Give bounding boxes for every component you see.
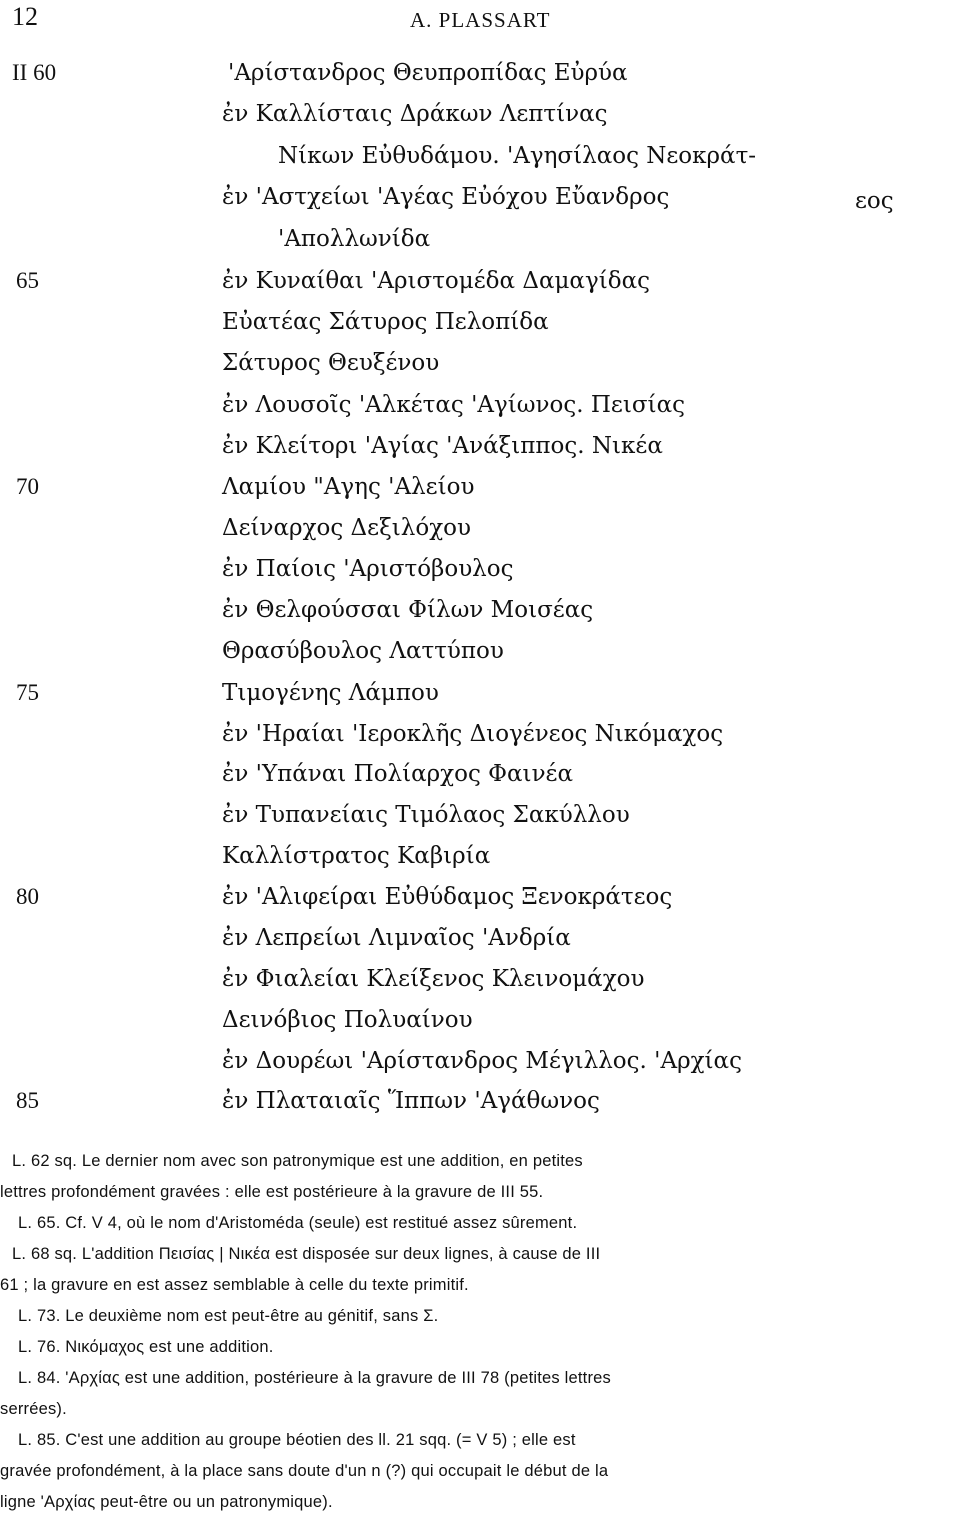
text-line: Καλλίστρατος Καβιρία <box>222 843 491 869</box>
text-line: ἐν Δουρέωι 'Αρίστανδρος Μέγιλλος. 'Αρχίας <box>222 1048 742 1074</box>
line-number: 75 <box>16 680 39 705</box>
text-line: Λαμίου "Αγης 'Αλείου <box>222 474 475 500</box>
footnote-line: L. 65. Cf. V 4, où le nom d'Aristoméda (seule) est restitué assez sûrement. <box>18 1214 578 1232</box>
line-number: 70 <box>16 474 39 499</box>
footnote-line: serrées). <box>0 1400 67 1418</box>
footnote-line: L. 62 sq. Le dernier nom avec son patronymique est une addition, en petites <box>12 1152 583 1170</box>
text-line: Νίκων Εὐθυδάμου. 'Αγησίλαος Νεοκράτ- <box>278 143 757 169</box>
text-line: Θρασύβουλος Λαττύπου <box>222 638 504 664</box>
text-line: ἐν Φιαλείαι Κλείξενος Κλεινομάχου <box>222 966 645 992</box>
text-line: ἐν Λουσοῖς 'Αλκέτας 'Αγίωνος. Πεισίας <box>222 392 685 418</box>
page-number: 12 <box>12 2 38 31</box>
text-line: ἐν 'Αλιφείραι Εὐθύδαμος Ξενοκράτεος <box>222 884 673 910</box>
line-number: 85 <box>16 1088 39 1113</box>
footnote-line: L. 68 sq. L'addition Πεισίας | Νικέα est disposée sur deux lignes, à cause de III <box>12 1245 601 1263</box>
text-line: ἐν Κυναίθαι 'Αριστομέδα Δαμαγίδας <box>222 268 650 294</box>
column-reference: II 60 <box>12 60 57 85</box>
running-header-author: A. PLASSART <box>410 8 551 32</box>
text-line: ἐν Καλλίσταις Δράκων Λεπτίνας <box>222 101 608 127</box>
text-line: Τιμογένης Λάμπου <box>222 680 439 706</box>
footnote-line: gravée profondément, à la place sans doute d'un n (?) qui occupait le début de la <box>0 1462 609 1480</box>
text-line: Εὐατέας Σάτυρος Πελοπίδα <box>222 309 549 335</box>
text-line: ἐν Θελφούσσαι Φίλων Μοισέας <box>222 597 594 623</box>
text-line: Δεινόβιος Πολυαίνου <box>222 1007 473 1033</box>
text-line: ἐν Παίοις 'Αριστόβουλος <box>222 556 514 582</box>
text-line-suffix: εος <box>855 188 894 214</box>
text-line: ἐν Κλείτορι 'Αγίας 'Ανάξιππος. Νικέα <box>222 433 663 459</box>
text-line: ἐν 'Αστχείωι 'Αγέας Εὐόχου Εὔανδρος <box>222 184 670 210</box>
footnote-line: 61 ; la gravure en est assez semblable à celle du texte primitif. <box>0 1276 469 1294</box>
line-number: 65 <box>16 268 39 293</box>
line-number: 80 <box>16 884 39 909</box>
footnote-line: L. 73. Le deuxième nom est peut-être au génitif, sans Σ. <box>18 1307 439 1325</box>
text-line: ἐν Πλαταιαῖς Ἵππων 'Αγάθωνος <box>222 1088 600 1114</box>
text-line: ἐν 'Ηραίαι 'Ιεροκλῆς Διογένεος Νικόμαχος <box>222 721 724 747</box>
footnote-line: L. 85. C'est une addition au groupe béotien des ll. 21 sqq. (= V 5) ; elle est <box>18 1431 576 1449</box>
footnote-line: L. 84. 'Αρχίας est une addition, postérieure à la gravure de III 78 (petites lettres <box>18 1369 611 1387</box>
text-line: ἐν Τυπανείαις Τιμόλαος Σακύλλου <box>222 802 630 828</box>
footnote-line: lettres profondément gravées : elle est postérieure à la gravure de III 55. <box>0 1183 544 1201</box>
text-line: ἐν 'Υπάναι Πολίαρχος Φαινέα <box>222 761 573 787</box>
text-line: Δείναρχος Δεξιλόχου <box>222 515 471 541</box>
text-line: Σάτυρος Θευξένου <box>222 350 440 376</box>
footnote-line: L. 76. Νικόμαχος est une addition. <box>18 1338 274 1356</box>
text-line: 'Απολλωνίδα <box>278 226 431 252</box>
text-line: 'Αρίστανδρος Θευπροπίδας Εὐρύα <box>228 60 628 86</box>
footnote-line: ligne 'Αρχίας peut-être ou un patronymique). <box>0 1493 333 1511</box>
text-line: ἐν Λεπρείωι Λιμναῖος 'Ανδρία <box>222 925 571 951</box>
